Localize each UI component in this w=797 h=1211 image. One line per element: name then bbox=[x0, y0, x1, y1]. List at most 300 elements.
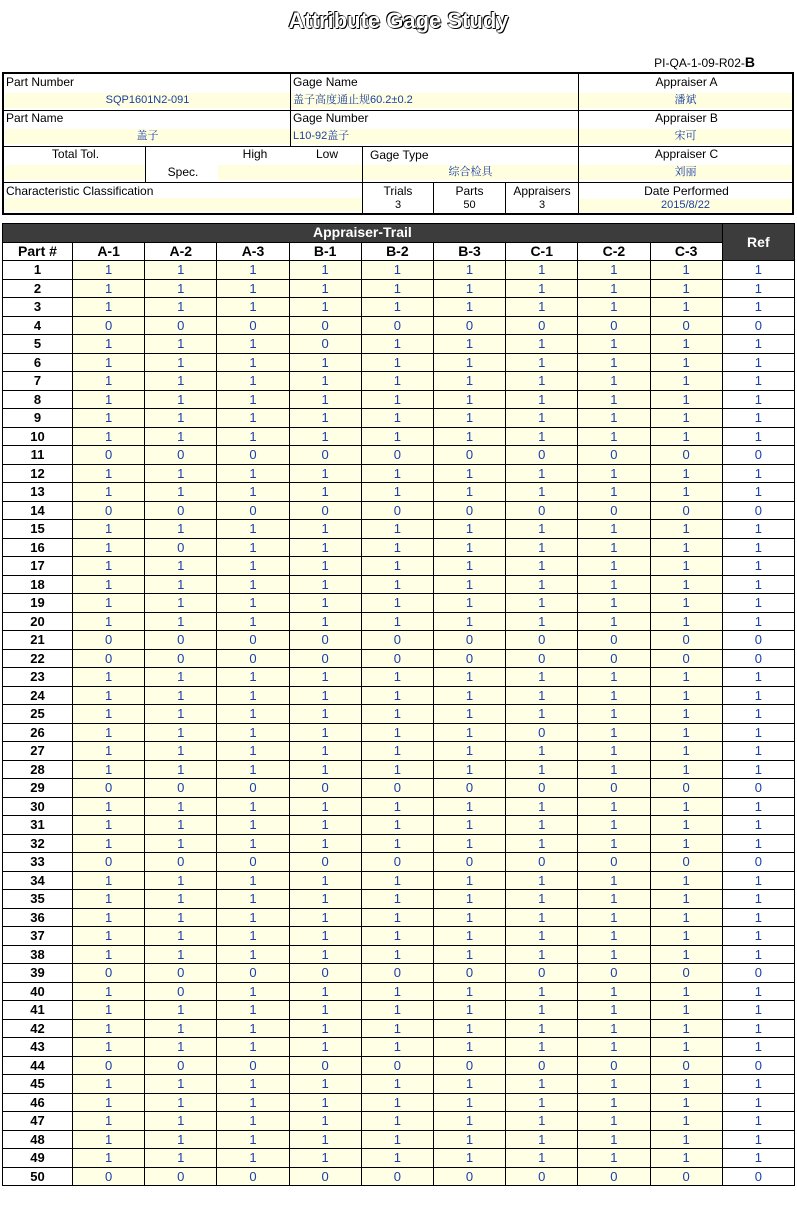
trial-result-cell[interactable]: 1 bbox=[217, 464, 289, 483]
reference-cell[interactable]: 1 bbox=[722, 1149, 794, 1168]
trial-result-cell[interactable]: 1 bbox=[433, 797, 505, 816]
trial-result-cell[interactable]: 1 bbox=[73, 908, 145, 927]
trial-result-cell[interactable]: 1 bbox=[650, 575, 722, 594]
trial-result-cell[interactable]: 1 bbox=[289, 797, 361, 816]
trial-result-cell[interactable]: 1 bbox=[145, 483, 217, 502]
trial-result-cell[interactable]: 1 bbox=[73, 1093, 145, 1112]
trial-result-cell[interactable]: 1 bbox=[433, 575, 505, 594]
trial-result-cell[interactable]: 1 bbox=[650, 279, 722, 298]
trial-result-cell[interactable]: 0 bbox=[145, 982, 217, 1001]
trial-result-cell[interactable]: 0 bbox=[506, 649, 578, 668]
reference-cell[interactable]: 0 bbox=[722, 779, 794, 798]
trial-result-cell[interactable]: 1 bbox=[650, 1130, 722, 1149]
trial-result-cell[interactable]: 1 bbox=[578, 908, 650, 927]
trial-result-cell[interactable]: 1 bbox=[145, 816, 217, 835]
trial-result-cell[interactable]: 1 bbox=[506, 668, 578, 687]
trial-result-cell[interactable]: 1 bbox=[506, 261, 578, 280]
trial-result-cell[interactable]: 1 bbox=[73, 483, 145, 502]
trial-result-cell[interactable]: 1 bbox=[145, 464, 217, 483]
reference-cell[interactable]: 1 bbox=[722, 1038, 794, 1057]
trial-result-cell[interactable]: 1 bbox=[433, 668, 505, 687]
trial-result-cell[interactable]: 1 bbox=[361, 390, 433, 409]
trial-result-cell[interactable]: 0 bbox=[578, 649, 650, 668]
trial-result-cell[interactable]: 1 bbox=[506, 1149, 578, 1168]
trial-result-cell[interactable]: 1 bbox=[650, 816, 722, 835]
trial-result-cell[interactable]: 1 bbox=[73, 668, 145, 687]
trial-result-cell[interactable]: 0 bbox=[578, 1167, 650, 1186]
trial-result-cell[interactable]: 1 bbox=[217, 834, 289, 853]
trial-result-cell[interactable]: 0 bbox=[145, 501, 217, 520]
reference-cell[interactable]: 1 bbox=[722, 612, 794, 631]
trial-result-cell[interactable]: 0 bbox=[145, 649, 217, 668]
trial-result-cell[interactable]: 1 bbox=[145, 945, 217, 964]
trial-result-cell[interactable]: 1 bbox=[433, 982, 505, 1001]
trial-result-cell[interactable]: 1 bbox=[361, 1130, 433, 1149]
reference-cell[interactable]: 1 bbox=[722, 372, 794, 391]
trial-result-cell[interactable]: 1 bbox=[578, 261, 650, 280]
trial-result-cell[interactable]: 1 bbox=[578, 686, 650, 705]
trial-result-cell[interactable]: 0 bbox=[73, 853, 145, 872]
trial-result-cell[interactable]: 1 bbox=[289, 816, 361, 835]
trial-result-cell[interactable]: 1 bbox=[578, 797, 650, 816]
trial-result-cell[interactable]: 1 bbox=[289, 705, 361, 724]
reference-cell[interactable]: 1 bbox=[722, 298, 794, 317]
reference-cell[interactable]: 1 bbox=[722, 1001, 794, 1020]
trial-result-cell[interactable]: 1 bbox=[433, 705, 505, 724]
trial-result-cell[interactable]: 1 bbox=[433, 261, 505, 280]
trial-result-cell[interactable]: 1 bbox=[73, 686, 145, 705]
trial-result-cell[interactable]: 1 bbox=[506, 1019, 578, 1038]
trial-result-cell[interactable]: 1 bbox=[145, 557, 217, 576]
trial-result-cell[interactable]: 1 bbox=[361, 557, 433, 576]
trial-result-cell[interactable]: 0 bbox=[578, 631, 650, 650]
trial-result-cell[interactable]: 1 bbox=[361, 1075, 433, 1094]
trial-result-cell[interactable]: 1 bbox=[433, 1038, 505, 1057]
trial-result-cell[interactable]: 1 bbox=[73, 353, 145, 372]
trial-result-cell[interactable]: 1 bbox=[73, 575, 145, 594]
trial-result-cell[interactable]: 1 bbox=[578, 538, 650, 557]
trial-result-cell[interactable]: 1 bbox=[217, 982, 289, 1001]
trial-result-cell[interactable]: 1 bbox=[433, 427, 505, 446]
trial-result-cell[interactable]: 1 bbox=[289, 927, 361, 946]
trial-result-cell[interactable]: 1 bbox=[145, 520, 217, 539]
trial-result-cell[interactable]: 0 bbox=[433, 1056, 505, 1075]
trial-result-cell[interactable]: 1 bbox=[433, 279, 505, 298]
trial-result-cell[interactable]: 1 bbox=[145, 298, 217, 317]
trial-result-cell[interactable]: 1 bbox=[145, 1001, 217, 1020]
trial-result-cell[interactable]: 0 bbox=[289, 631, 361, 650]
trial-result-cell[interactable]: 0 bbox=[145, 1167, 217, 1186]
trial-result-cell[interactable]: 1 bbox=[289, 594, 361, 613]
trial-result-cell[interactable]: 1 bbox=[650, 742, 722, 761]
reference-cell[interactable]: 1 bbox=[722, 464, 794, 483]
trial-result-cell[interactable]: 1 bbox=[289, 668, 361, 687]
trial-result-cell[interactable]: 1 bbox=[361, 1019, 433, 1038]
trial-result-cell[interactable]: 1 bbox=[650, 427, 722, 446]
trial-result-cell[interactable]: 0 bbox=[506, 316, 578, 335]
trial-result-cell[interactable]: 1 bbox=[217, 668, 289, 687]
trial-result-cell[interactable]: 1 bbox=[217, 538, 289, 557]
trial-result-cell[interactable]: 1 bbox=[289, 261, 361, 280]
low-field[interactable] bbox=[290, 165, 362, 180]
trial-result-cell[interactable]: 0 bbox=[506, 723, 578, 742]
trial-result-cell[interactable]: 0 bbox=[217, 779, 289, 798]
trial-result-cell[interactable]: 0 bbox=[289, 1056, 361, 1075]
trial-result-cell[interactable]: 1 bbox=[361, 871, 433, 890]
trial-result-cell[interactable]: 0 bbox=[578, 964, 650, 983]
trial-result-cell[interactable]: 1 bbox=[73, 834, 145, 853]
trial-result-cell[interactable]: 1 bbox=[506, 279, 578, 298]
trial-result-cell[interactable]: 0 bbox=[506, 501, 578, 520]
trial-result-cell[interactable]: 1 bbox=[578, 927, 650, 946]
trial-result-cell[interactable]: 0 bbox=[433, 316, 505, 335]
trial-result-cell[interactable]: 0 bbox=[73, 779, 145, 798]
trial-result-cell[interactable]: 1 bbox=[650, 372, 722, 391]
trial-result-cell[interactable]: 1 bbox=[73, 890, 145, 909]
trial-result-cell[interactable]: 1 bbox=[578, 816, 650, 835]
trial-result-cell[interactable]: 1 bbox=[578, 834, 650, 853]
trial-result-cell[interactable]: 1 bbox=[217, 520, 289, 539]
trial-result-cell[interactable]: 0 bbox=[650, 316, 722, 335]
trial-result-cell[interactable]: 1 bbox=[578, 668, 650, 687]
trial-result-cell[interactable]: 1 bbox=[433, 1093, 505, 1112]
char-class-field[interactable] bbox=[5, 198, 362, 211]
trial-result-cell[interactable]: 1 bbox=[578, 575, 650, 594]
gage-number-field[interactable]: L10-92盖子 bbox=[291, 129, 578, 144]
reference-cell[interactable]: 1 bbox=[722, 390, 794, 409]
trial-result-cell[interactable]: 1 bbox=[433, 1149, 505, 1168]
reference-cell[interactable]: 0 bbox=[722, 964, 794, 983]
trial-result-cell[interactable]: 1 bbox=[361, 668, 433, 687]
trial-result-cell[interactable]: 0 bbox=[506, 446, 578, 465]
trial-result-cell[interactable]: 1 bbox=[650, 538, 722, 557]
trial-result-cell[interactable]: 1 bbox=[289, 1112, 361, 1131]
trial-result-cell[interactable]: 0 bbox=[145, 446, 217, 465]
trial-result-cell[interactable]: 1 bbox=[578, 390, 650, 409]
trial-result-cell[interactable]: 1 bbox=[217, 816, 289, 835]
trial-result-cell[interactable]: 1 bbox=[578, 409, 650, 428]
trial-result-cell[interactable]: 1 bbox=[217, 594, 289, 613]
trial-result-cell[interactable]: 1 bbox=[578, 1001, 650, 1020]
trial-result-cell[interactable]: 1 bbox=[578, 1149, 650, 1168]
trial-result-cell[interactable]: 0 bbox=[289, 1167, 361, 1186]
trial-result-cell[interactable]: 1 bbox=[217, 1019, 289, 1038]
trial-result-cell[interactable]: 0 bbox=[361, 964, 433, 983]
reference-cell[interactable]: 1 bbox=[722, 723, 794, 742]
trial-result-cell[interactable]: 0 bbox=[361, 316, 433, 335]
trial-result-cell[interactable]: 1 bbox=[145, 575, 217, 594]
trial-result-cell[interactable]: 1 bbox=[145, 427, 217, 446]
trial-result-cell[interactable]: 1 bbox=[217, 945, 289, 964]
trial-result-cell[interactable]: 1 bbox=[73, 1130, 145, 1149]
trial-result-cell[interactable]: 1 bbox=[145, 1038, 217, 1057]
trial-result-cell[interactable]: 1 bbox=[145, 871, 217, 890]
trial-result-cell[interactable]: 1 bbox=[433, 483, 505, 502]
trial-result-cell[interactable]: 0 bbox=[73, 446, 145, 465]
trial-result-cell[interactable]: 1 bbox=[145, 409, 217, 428]
trial-result-cell[interactable]: 1 bbox=[145, 797, 217, 816]
trial-result-cell[interactable]: 1 bbox=[361, 890, 433, 909]
trial-result-cell[interactable]: 1 bbox=[433, 723, 505, 742]
trial-result-cell[interactable]: 1 bbox=[433, 1019, 505, 1038]
trial-result-cell[interactable]: 1 bbox=[145, 372, 217, 391]
trial-result-cell[interactable]: 1 bbox=[145, 760, 217, 779]
trial-result-cell[interactable]: 1 bbox=[506, 538, 578, 557]
trial-result-cell[interactable]: 1 bbox=[217, 1075, 289, 1094]
trial-result-cell[interactable]: 1 bbox=[361, 927, 433, 946]
trial-result-cell[interactable]: 1 bbox=[289, 520, 361, 539]
trial-result-cell[interactable]: 1 bbox=[433, 557, 505, 576]
trial-result-cell[interactable]: 1 bbox=[506, 612, 578, 631]
trial-result-cell[interactable]: 1 bbox=[145, 705, 217, 724]
trial-result-cell[interactable]: 1 bbox=[506, 834, 578, 853]
trial-result-cell[interactable]: 1 bbox=[361, 1112, 433, 1131]
trial-result-cell[interactable]: 1 bbox=[145, 890, 217, 909]
trial-result-cell[interactable]: 1 bbox=[289, 834, 361, 853]
trial-result-cell[interactable]: 1 bbox=[650, 797, 722, 816]
trial-result-cell[interactable]: 1 bbox=[289, 464, 361, 483]
trial-result-cell[interactable]: 1 bbox=[73, 982, 145, 1001]
trial-result-cell[interactable]: 1 bbox=[578, 890, 650, 909]
trial-result-cell[interactable]: 1 bbox=[361, 409, 433, 428]
trial-result-cell[interactable]: 1 bbox=[361, 834, 433, 853]
trial-result-cell[interactable]: 1 bbox=[650, 760, 722, 779]
trial-result-cell[interactable]: 0 bbox=[578, 853, 650, 872]
reference-cell[interactable]: 1 bbox=[722, 705, 794, 724]
trial-result-cell[interactable]: 1 bbox=[217, 372, 289, 391]
trial-result-cell[interactable]: 1 bbox=[650, 668, 722, 687]
trial-result-cell[interactable]: 0 bbox=[433, 853, 505, 872]
date-field[interactable]: 2015/8/22 bbox=[579, 199, 792, 212]
trial-result-cell[interactable]: 1 bbox=[289, 1001, 361, 1020]
trial-result-cell[interactable]: 1 bbox=[145, 353, 217, 372]
trial-result-cell[interactable]: 1 bbox=[433, 927, 505, 946]
trial-result-cell[interactable]: 1 bbox=[650, 261, 722, 280]
trial-result-cell[interactable]: 0 bbox=[578, 446, 650, 465]
trial-result-cell[interactable]: 1 bbox=[506, 871, 578, 890]
trial-result-cell[interactable]: 1 bbox=[650, 335, 722, 354]
trial-result-cell[interactable]: 1 bbox=[217, 760, 289, 779]
appraiser-c-field[interactable]: 刘丽 bbox=[579, 165, 792, 180]
trial-result-cell[interactable]: 1 bbox=[217, 427, 289, 446]
reference-cell[interactable]: 1 bbox=[722, 353, 794, 372]
trial-result-cell[interactable]: 1 bbox=[145, 686, 217, 705]
trial-result-cell[interactable]: 1 bbox=[73, 871, 145, 890]
trial-result-cell[interactable]: 1 bbox=[289, 538, 361, 557]
trial-result-cell[interactable]: 1 bbox=[217, 1149, 289, 1168]
trial-result-cell[interactable]: 1 bbox=[145, 1112, 217, 1131]
trial-result-cell[interactable]: 0 bbox=[433, 631, 505, 650]
trial-result-cell[interactable]: 1 bbox=[73, 538, 145, 557]
trial-result-cell[interactable]: 1 bbox=[650, 612, 722, 631]
trial-result-cell[interactable]: 0 bbox=[578, 316, 650, 335]
total-tol-field[interactable] bbox=[5, 165, 145, 180]
reference-cell[interactable]: 1 bbox=[722, 686, 794, 705]
trial-result-cell[interactable]: 1 bbox=[361, 908, 433, 927]
trial-result-cell[interactable]: 1 bbox=[506, 1093, 578, 1112]
reference-cell[interactable]: 1 bbox=[722, 1075, 794, 1094]
trial-result-cell[interactable]: 0 bbox=[361, 779, 433, 798]
trial-result-cell[interactable]: 1 bbox=[289, 575, 361, 594]
trial-result-cell[interactable]: 1 bbox=[578, 1019, 650, 1038]
trial-result-cell[interactable]: 0 bbox=[578, 779, 650, 798]
trial-result-cell[interactable]: 1 bbox=[433, 612, 505, 631]
trial-result-cell[interactable]: 1 bbox=[433, 390, 505, 409]
reference-cell[interactable]: 1 bbox=[722, 797, 794, 816]
trial-result-cell[interactable]: 1 bbox=[361, 945, 433, 964]
trial-result-cell[interactable]: 1 bbox=[361, 520, 433, 539]
trial-result-cell[interactable]: 1 bbox=[578, 557, 650, 576]
trial-result-cell[interactable]: 1 bbox=[361, 335, 433, 354]
trial-result-cell[interactable]: 1 bbox=[506, 982, 578, 1001]
trial-result-cell[interactable]: 0 bbox=[650, 779, 722, 798]
trial-result-cell[interactable]: 0 bbox=[506, 1056, 578, 1075]
trial-result-cell[interactable]: 1 bbox=[145, 742, 217, 761]
reference-cell[interactable]: 1 bbox=[722, 1112, 794, 1131]
trial-result-cell[interactable]: 1 bbox=[217, 261, 289, 280]
trial-result-cell[interactable]: 1 bbox=[289, 1038, 361, 1057]
trial-result-cell[interactable]: 0 bbox=[506, 631, 578, 650]
trial-result-cell[interactable]: 1 bbox=[289, 686, 361, 705]
trial-result-cell[interactable]: 1 bbox=[433, 871, 505, 890]
trial-result-cell[interactable]: 1 bbox=[578, 612, 650, 631]
trial-result-cell[interactable]: 1 bbox=[433, 353, 505, 372]
trial-result-cell[interactable]: 1 bbox=[578, 594, 650, 613]
trial-result-cell[interactable]: 1 bbox=[650, 890, 722, 909]
trial-result-cell[interactable]: 1 bbox=[289, 483, 361, 502]
trial-result-cell[interactable]: 0 bbox=[217, 853, 289, 872]
trial-result-cell[interactable]: 1 bbox=[506, 520, 578, 539]
trial-result-cell[interactable]: 0 bbox=[433, 446, 505, 465]
reference-cell[interactable]: 1 bbox=[722, 409, 794, 428]
trial-result-cell[interactable]: 1 bbox=[361, 1038, 433, 1057]
trial-result-cell[interactable]: 1 bbox=[650, 298, 722, 317]
trial-result-cell[interactable]: 1 bbox=[506, 908, 578, 927]
trial-result-cell[interactable]: 1 bbox=[73, 742, 145, 761]
trial-result-cell[interactable]: 1 bbox=[578, 1075, 650, 1094]
reference-cell[interactable]: 1 bbox=[722, 927, 794, 946]
trial-result-cell[interactable]: 1 bbox=[433, 1075, 505, 1094]
trial-result-cell[interactable]: 1 bbox=[217, 723, 289, 742]
trial-result-cell[interactable]: 1 bbox=[506, 464, 578, 483]
trial-result-cell[interactable]: 1 bbox=[361, 760, 433, 779]
trial-result-cell[interactable]: 1 bbox=[650, 520, 722, 539]
trial-result-cell[interactable]: 1 bbox=[433, 816, 505, 835]
trial-result-cell[interactable]: 0 bbox=[289, 964, 361, 983]
trial-result-cell[interactable]: 1 bbox=[217, 409, 289, 428]
trial-result-cell[interactable]: 1 bbox=[73, 1112, 145, 1131]
trial-result-cell[interactable]: 1 bbox=[361, 686, 433, 705]
trial-result-cell[interactable]: 1 bbox=[289, 612, 361, 631]
trial-result-cell[interactable]: 0 bbox=[650, 501, 722, 520]
trial-result-cell[interactable]: 1 bbox=[433, 742, 505, 761]
trial-result-cell[interactable]: 1 bbox=[433, 464, 505, 483]
reference-cell[interactable]: 1 bbox=[722, 594, 794, 613]
trial-result-cell[interactable]: 1 bbox=[361, 372, 433, 391]
reference-cell[interactable]: 1 bbox=[722, 427, 794, 446]
trial-result-cell[interactable]: 1 bbox=[361, 575, 433, 594]
trial-result-cell[interactable]: 1 bbox=[73, 335, 145, 354]
trial-result-cell[interactable]: 0 bbox=[145, 631, 217, 650]
trial-result-cell[interactable]: 0 bbox=[361, 1167, 433, 1186]
reference-cell[interactable]: 1 bbox=[722, 335, 794, 354]
trial-result-cell[interactable]: 1 bbox=[145, 594, 217, 613]
trial-result-cell[interactable]: 1 bbox=[361, 261, 433, 280]
trial-result-cell[interactable]: 0 bbox=[289, 853, 361, 872]
trial-result-cell[interactable]: 1 bbox=[506, 1001, 578, 1020]
trial-result-cell[interactable]: 1 bbox=[289, 1093, 361, 1112]
trial-result-cell[interactable]: 1 bbox=[145, 927, 217, 946]
trial-result-cell[interactable]: 0 bbox=[73, 316, 145, 335]
reference-cell[interactable]: 0 bbox=[722, 501, 794, 520]
trial-result-cell[interactable]: 1 bbox=[361, 279, 433, 298]
trial-result-cell[interactable]: 1 bbox=[73, 1038, 145, 1057]
trial-result-cell[interactable]: 1 bbox=[217, 1112, 289, 1131]
trial-result-cell[interactable]: 1 bbox=[361, 723, 433, 742]
trial-result-cell[interactable]: 1 bbox=[73, 520, 145, 539]
trial-result-cell[interactable]: 1 bbox=[361, 612, 433, 631]
trial-result-cell[interactable]: 0 bbox=[506, 964, 578, 983]
reference-cell[interactable]: 0 bbox=[722, 649, 794, 668]
trial-result-cell[interactable]: 0 bbox=[289, 779, 361, 798]
trial-result-cell[interactable]: 1 bbox=[506, 1130, 578, 1149]
trial-result-cell[interactable]: 1 bbox=[361, 797, 433, 816]
part-name-field[interactable]: 盖子 bbox=[5, 129, 290, 144]
reference-cell[interactable]: 0 bbox=[722, 1056, 794, 1075]
trial-result-cell[interactable]: 0 bbox=[145, 1056, 217, 1075]
trial-result-cell[interactable]: 1 bbox=[578, 1130, 650, 1149]
trial-result-cell[interactable]: 1 bbox=[217, 298, 289, 317]
trial-result-cell[interactable]: 1 bbox=[289, 557, 361, 576]
trial-result-cell[interactable]: 1 bbox=[506, 483, 578, 502]
trial-result-cell[interactable]: 1 bbox=[145, 1093, 217, 1112]
trial-result-cell[interactable]: 1 bbox=[217, 335, 289, 354]
trial-result-cell[interactable]: 1 bbox=[650, 409, 722, 428]
trial-result-cell[interactable]: 1 bbox=[289, 871, 361, 890]
trial-result-cell[interactable]: 1 bbox=[578, 1112, 650, 1131]
trial-result-cell[interactable]: 1 bbox=[73, 797, 145, 816]
reference-cell[interactable]: 1 bbox=[722, 760, 794, 779]
trial-result-cell[interactable]: 1 bbox=[217, 871, 289, 890]
trial-result-cell[interactable]: 1 bbox=[145, 612, 217, 631]
trial-result-cell[interactable]: 1 bbox=[361, 816, 433, 835]
trial-result-cell[interactable]: 0 bbox=[361, 1056, 433, 1075]
trial-result-cell[interactable]: 1 bbox=[578, 372, 650, 391]
reference-cell[interactable]: 0 bbox=[722, 631, 794, 650]
trial-result-cell[interactable]: 1 bbox=[578, 298, 650, 317]
trial-result-cell[interactable]: 1 bbox=[433, 1130, 505, 1149]
trial-result-cell[interactable]: 1 bbox=[506, 575, 578, 594]
trial-result-cell[interactable]: 1 bbox=[433, 890, 505, 909]
trial-result-cell[interactable]: 0 bbox=[433, 649, 505, 668]
trial-result-cell[interactable]: 0 bbox=[145, 964, 217, 983]
trial-result-cell[interactable]: 1 bbox=[73, 1001, 145, 1020]
trial-result-cell[interactable]: 1 bbox=[361, 982, 433, 1001]
reference-cell[interactable]: 0 bbox=[722, 853, 794, 872]
trial-result-cell[interactable]: 1 bbox=[289, 279, 361, 298]
trial-result-cell[interactable]: 1 bbox=[578, 760, 650, 779]
reference-cell[interactable]: 1 bbox=[722, 945, 794, 964]
trial-result-cell[interactable]: 0 bbox=[506, 853, 578, 872]
trial-result-cell[interactable]: 0 bbox=[650, 649, 722, 668]
trial-result-cell[interactable]: 1 bbox=[361, 1149, 433, 1168]
trial-result-cell[interactable]: 0 bbox=[361, 631, 433, 650]
trial-result-cell[interactable]: 1 bbox=[361, 1093, 433, 1112]
trial-result-cell[interactable]: 1 bbox=[433, 409, 505, 428]
reference-cell[interactable]: 1 bbox=[722, 557, 794, 576]
trial-result-cell[interactable]: 0 bbox=[217, 631, 289, 650]
trial-result-cell[interactable]: 0 bbox=[578, 1056, 650, 1075]
